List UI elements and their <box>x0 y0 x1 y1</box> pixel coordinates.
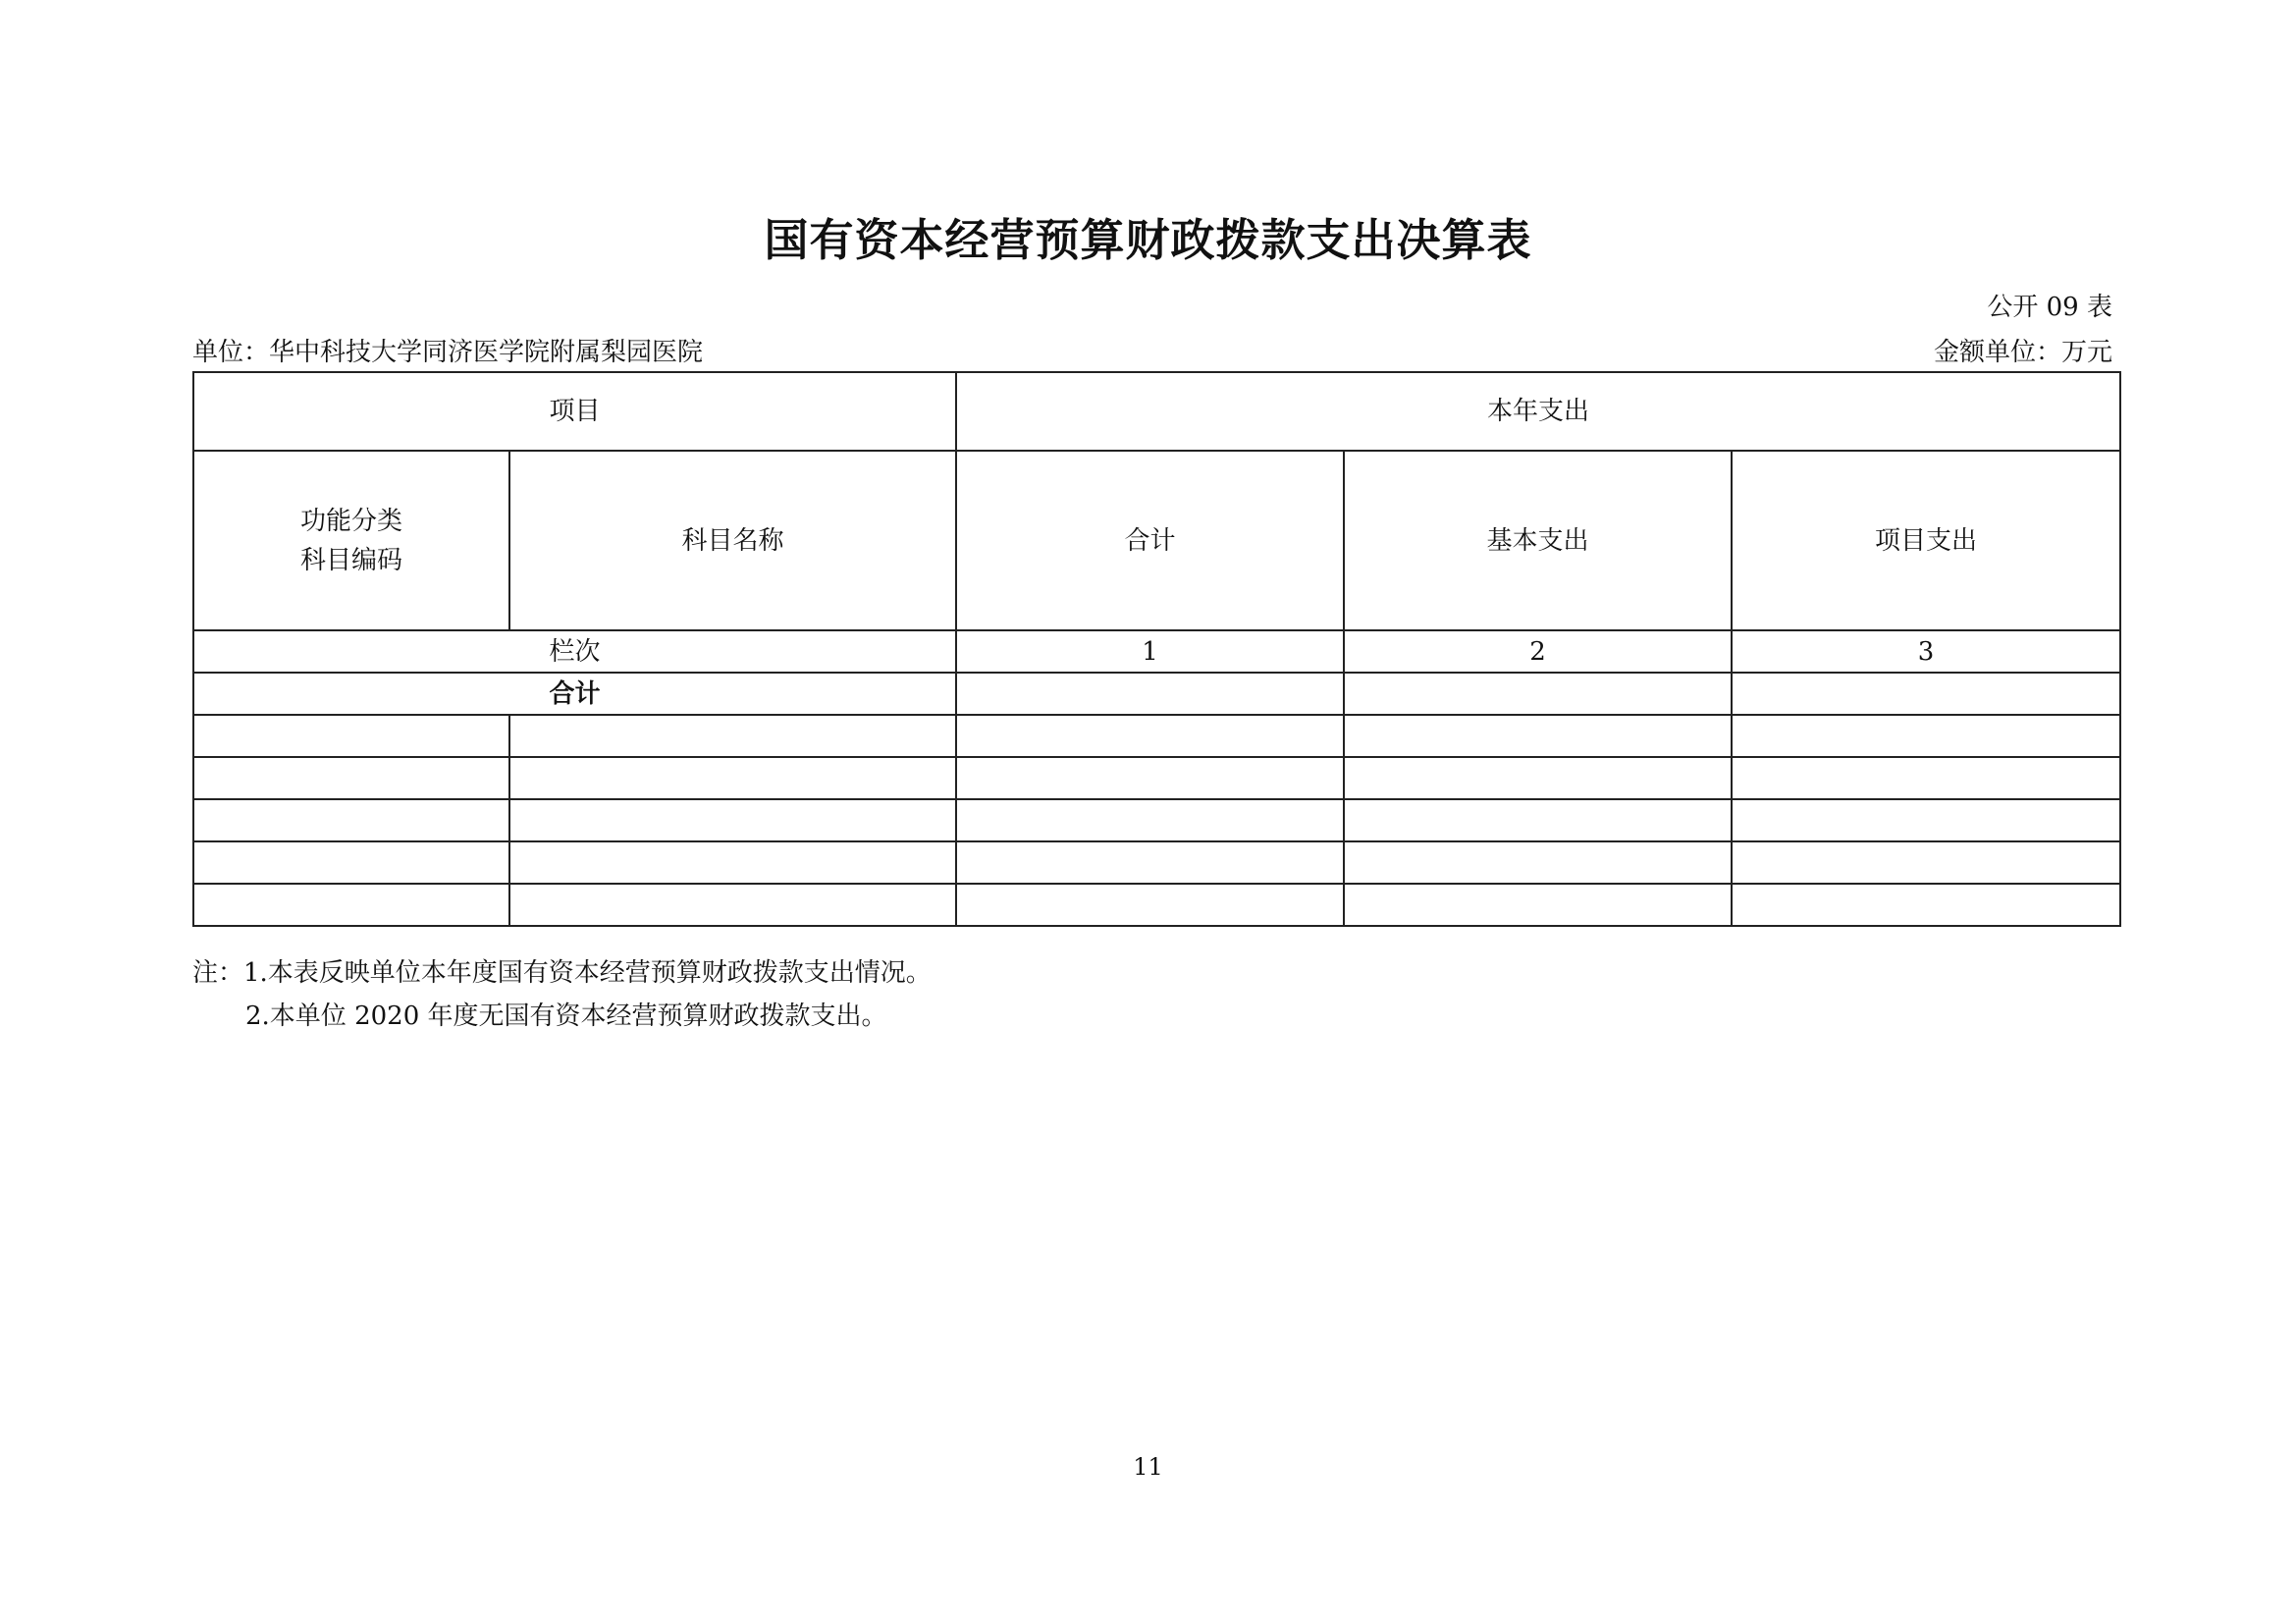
table-row <box>193 757 2120 799</box>
cell-basic <box>1344 841 1732 884</box>
table-row <box>193 715 2120 757</box>
unit-line <box>192 332 2112 368</box>
cell-total <box>956 715 1344 757</box>
header-total: 合计 <box>956 451 1344 630</box>
cell-basic <box>1344 884 1732 926</box>
cell-project <box>1732 757 2120 799</box>
page-title: 国有资本经营预算财政拨款支出决算表 <box>764 214 1532 266</box>
header-func-code-line2: 科目编码 <box>299 545 402 575</box>
header-row-1 <box>193 372 2120 451</box>
note-2: 2.本单位 2020 年度无国有资本经营预算财政拨款支出。 <box>245 1001 887 1031</box>
cell-func-code <box>193 757 509 799</box>
cell-basic <box>1344 757 1732 799</box>
index-col-1: 1 <box>956 630 1344 673</box>
cell-subject-name <box>509 884 956 926</box>
index-col-2: 2 <box>1344 630 1732 673</box>
cell-project <box>1732 799 2120 841</box>
cell-project <box>1732 884 2120 926</box>
header-func-code <box>193 451 509 630</box>
cell-subject-name <box>509 841 956 884</box>
cell-total <box>956 799 1344 841</box>
form-number: 公开 09 表 <box>1987 293 2112 322</box>
total-value-1 <box>956 673 1344 715</box>
header-year-expense: 本年支出 <box>956 372 2120 451</box>
header-subject-name: 科目名称 <box>509 451 956 630</box>
cell-project <box>1732 715 2120 757</box>
header-row-2 <box>193 451 2120 630</box>
note-1: 注：1.本表反映单位本年度国有资本经营预算财政拨款支出情况。 <box>192 958 932 988</box>
header-project-expense: 项目支出 <box>1732 451 2120 630</box>
cell-func-code <box>193 884 509 926</box>
table-row <box>193 799 2120 841</box>
cell-total <box>956 757 1344 799</box>
cell-total <box>956 884 1344 926</box>
cell-basic <box>1344 715 1732 757</box>
amount-unit: 金额单位：万元 <box>1933 338 2112 367</box>
cell-subject-name <box>509 757 956 799</box>
total-label: 合计 <box>193 673 956 715</box>
table-row <box>193 884 2120 926</box>
cell-subject-name <box>509 799 956 841</box>
header-func-code-line1: 功能分类 <box>299 506 402 536</box>
index-label: 栏次 <box>193 630 956 673</box>
cell-basic <box>1344 799 1732 841</box>
total-value-2 <box>1344 673 1732 715</box>
header-basic-expense: 基本支出 <box>1344 451 1732 630</box>
table-row <box>193 841 2120 884</box>
unit-label: 单位：华中科技大学同济医学院附属梨园医院 <box>192 338 704 367</box>
total-row <box>193 673 2120 715</box>
cell-subject-name <box>509 715 956 757</box>
header-item: 项目 <box>193 372 956 451</box>
index-row <box>193 630 2120 673</box>
cell-func-code <box>193 799 509 841</box>
cell-func-code <box>193 841 509 884</box>
index-col-3: 3 <box>1732 630 2120 673</box>
page-number: 11 <box>1133 1453 1163 1481</box>
notes <box>192 951 932 1038</box>
cell-project <box>1732 841 2120 884</box>
cell-total <box>956 841 1344 884</box>
expense-table <box>192 371 2121 927</box>
total-value-3 <box>1732 673 2120 715</box>
cell-func-code <box>193 715 509 757</box>
